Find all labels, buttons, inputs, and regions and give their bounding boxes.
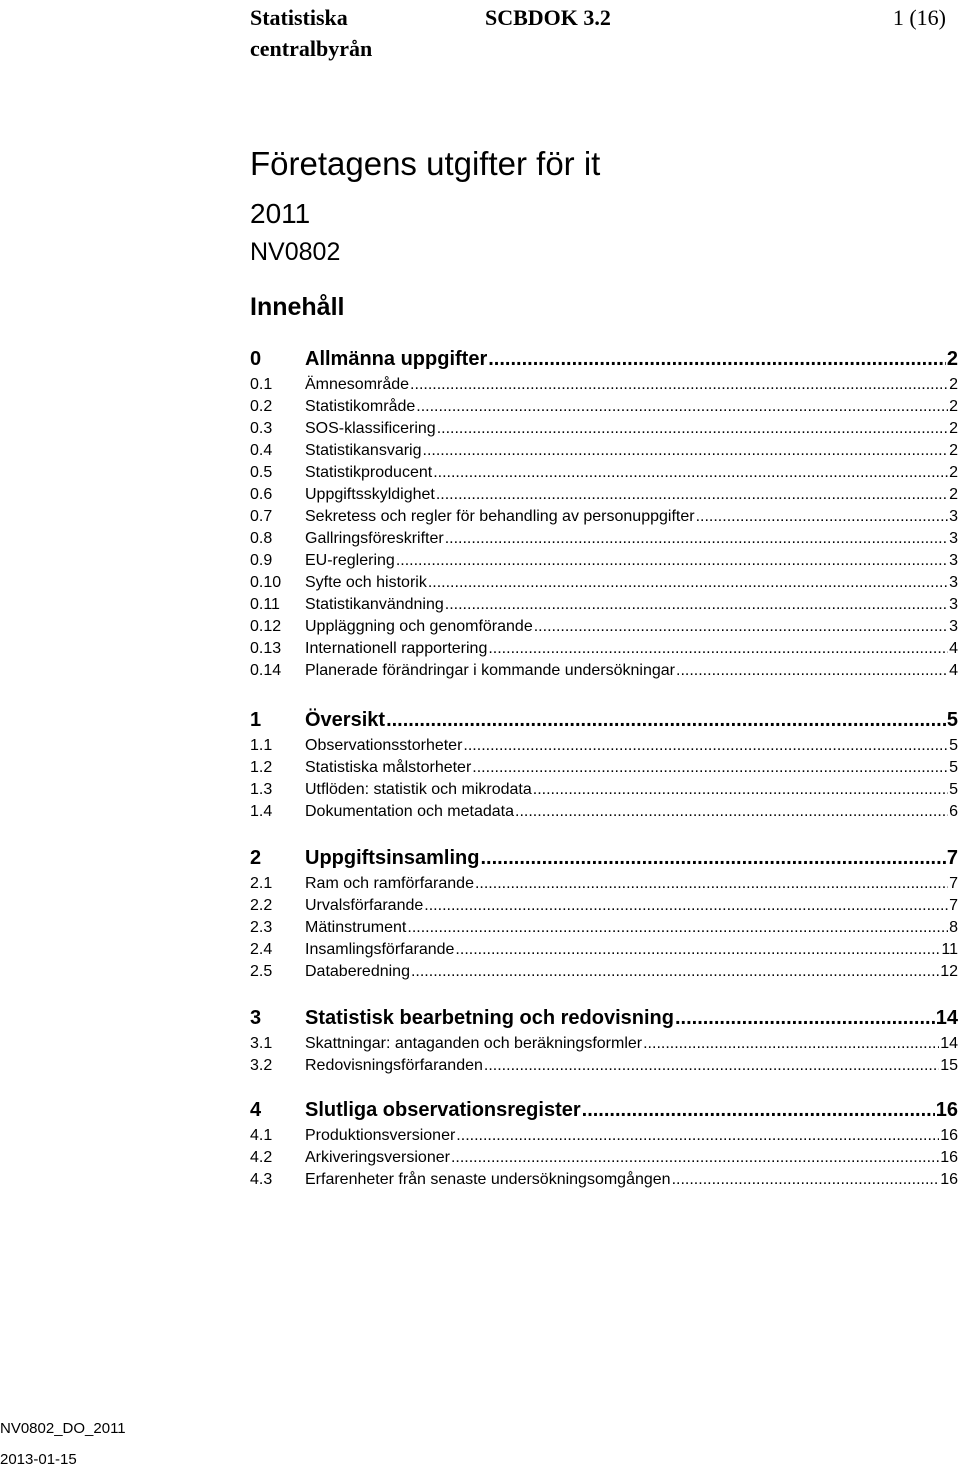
toc-page: 5 [949, 737, 958, 754]
toc-sub-entry[interactable] [250, 418, 958, 440]
toc-main-entry[interactable] [250, 843, 958, 873]
toc-number: 0.2 [250, 398, 273, 415]
toc-number: 0.5 [250, 464, 273, 481]
toc-page: 14 [935, 1007, 958, 1029]
toc-number: 4.1 [250, 1127, 273, 1144]
toc-leader-dots [582, 1095, 935, 1125]
toc-leader-dots [445, 594, 948, 616]
toc-number: 0.1 [250, 376, 273, 393]
toc-section-0 [250, 344, 958, 682]
toc-title: Statistikproducent [305, 464, 433, 481]
toc-number: 0.10 [250, 574, 282, 591]
toc-page: 15 [940, 1057, 958, 1074]
toc-main-entry[interactable] [250, 1095, 958, 1125]
toc-page: 5 [949, 781, 958, 798]
toc-page: 2 [949, 464, 958, 481]
toc-leader-dots [424, 895, 948, 917]
toc-leader-dots [451, 1147, 939, 1169]
toc-main-entry[interactable] [250, 1003, 958, 1033]
toc-sub-entry[interactable] [250, 801, 958, 823]
toc-leader-dots [456, 1125, 939, 1147]
toc-number: 4.3 [250, 1171, 273, 1188]
toc-page: 8 [949, 919, 958, 936]
toc-number: 1.3 [250, 781, 273, 798]
toc-title: Internationell rapportering [305, 640, 488, 657]
toc-title: Mätinstrument [305, 919, 407, 936]
toc-leader-dots [428, 572, 948, 594]
toc-sub-entry[interactable] [250, 917, 958, 939]
toc-leader-dots [386, 705, 946, 735]
toc-number: 4.2 [250, 1149, 273, 1166]
header-document-id: SCBDOK 3.2 [485, 5, 611, 30]
toc-title: Syfte och historik [305, 574, 427, 591]
toc-page: 6 [949, 803, 958, 820]
toc-sub-entry[interactable] [250, 1169, 958, 1191]
toc-number: 0.4 [250, 442, 273, 459]
toc-leader-dots [463, 735, 948, 757]
toc-title: Gallringsföreskrifter [305, 530, 444, 547]
toc-number: 3 [250, 1007, 262, 1029]
toc-leader-dots [436, 484, 948, 506]
toc-page: 3 [949, 618, 958, 635]
toc-number: 2.4 [250, 941, 273, 958]
toc-title: Statistikansvarig [305, 442, 422, 459]
toc-sub-entry[interactable] [250, 1147, 958, 1169]
toc-title: Skattningar: antaganden och beräkningsformler [305, 1035, 643, 1052]
toc-sub-entry[interactable] [250, 638, 958, 660]
toc-leader-dots [423, 440, 949, 462]
footer-date: 2013-01-15 [0, 1451, 77, 1468]
toc-leader-dots [534, 616, 948, 638]
toc-leader-dots [672, 1169, 940, 1191]
toc-number: 1 [250, 709, 262, 731]
toc-page: 11 [941, 941, 958, 958]
toc-page: 4 [949, 662, 958, 679]
toc-title: Sekretess och regler för behandling av personuppgifter [305, 508, 695, 525]
toc-number: 0.9 [250, 552, 273, 569]
toc-title: Insamlingsförfarande [305, 941, 455, 958]
toc-sub-entry[interactable] [250, 484, 958, 506]
toc-number: 3.2 [250, 1057, 273, 1074]
toc-page: 2 [949, 376, 958, 393]
toc-sub-entry[interactable] [250, 440, 958, 462]
toc-number: 0.6 [250, 486, 273, 503]
toc-main-entry[interactable] [250, 705, 958, 735]
footer-document-code: NV0802_DO_2011 [0, 1420, 126, 1437]
toc-title: EU-reglering [305, 552, 395, 569]
toc-title: Uppgiftsinsamling [305, 847, 480, 869]
document-year: 2011 [250, 198, 311, 229]
toc-page: 4 [949, 640, 958, 657]
toc-number: 2.1 [250, 875, 273, 892]
toc-page: 7 [949, 875, 958, 892]
toc-section-3 [250, 1003, 958, 1077]
toc-sub-entry[interactable] [250, 528, 958, 550]
toc-sub-entry[interactable] [250, 374, 958, 396]
toc-title: Observationsstorheter [305, 737, 463, 754]
toc-number: 0.12 [250, 618, 282, 635]
toc-page: 5 [949, 759, 958, 776]
toc-number: 0.3 [250, 420, 273, 437]
toc-page: 2 [949, 398, 958, 415]
toc-leader-dots [455, 939, 940, 961]
toc-page: 3 [949, 508, 958, 525]
toc-number: 0.11 [250, 596, 280, 613]
toc-title: Redovisningsförfaranden [305, 1057, 483, 1074]
toc-title: Erfarenheter från senaste undersökningsomgången [305, 1171, 671, 1188]
toc-number: 2.5 [250, 963, 273, 980]
toc-page: 7 [946, 847, 958, 869]
document-title: Företagens utgifter för it [250, 145, 601, 182]
toc-leader-dots [696, 506, 949, 528]
toc-sub-entry[interactable] [250, 1033, 958, 1055]
toc-title: Statistikområde [305, 398, 416, 415]
toc-section-2 [250, 843, 958, 983]
toc-page: 3 [949, 530, 958, 547]
toc-leader-dots [433, 462, 948, 484]
toc-sub-entry[interactable] [250, 735, 958, 757]
toc-number: 0 [250, 348, 262, 370]
toc-number: 0.7 [250, 508, 273, 525]
toc-leader-dots [407, 917, 948, 939]
toc-leader-dots [416, 396, 948, 418]
toc-sub-entry[interactable] [250, 660, 958, 682]
toc-page: 16 [935, 1099, 958, 1121]
document-code: NV0802 [250, 238, 341, 266]
toc-page: 3 [949, 552, 958, 569]
toc-sub-entry[interactable] [250, 462, 958, 484]
toc-leader-dots [437, 418, 948, 440]
toc-leader-dots [445, 528, 948, 550]
toc-number: 1.2 [250, 759, 273, 776]
toc-number: 4 [250, 1099, 262, 1121]
toc-sub-entry[interactable] [250, 550, 958, 572]
toc-title: Allmänna uppgifter [305, 348, 488, 370]
toc-title: Översikt [305, 709, 386, 731]
toc-sub-entry[interactable] [250, 572, 958, 594]
toc-leader-dots [411, 961, 939, 983]
toc-title: Statistiska målstorheter [305, 759, 472, 776]
toc-number: 1.4 [250, 803, 273, 820]
toc-leader-dots [480, 843, 945, 873]
toc-section-4 [250, 1095, 958, 1191]
toc-sub-entry[interactable] [250, 506, 958, 528]
toc-leader-dots [396, 550, 948, 572]
toc-leader-dots [484, 1055, 939, 1077]
toc-number: 0.14 [250, 662, 282, 679]
toc-page: 7 [949, 897, 958, 914]
toc-page: 2 [949, 442, 958, 459]
toc-leader-dots [488, 638, 948, 660]
toc-title: Ram och ramförfarande [305, 875, 474, 892]
toc-title: Dokumentation och metadata [305, 803, 515, 820]
toc-sub-entry[interactable] [250, 961, 958, 983]
toc-title: Arkiveringsversioner [305, 1149, 450, 1166]
toc-title: Ämnesområde [305, 376, 410, 393]
toc-sub-entry[interactable] [250, 939, 958, 961]
toc-leader-dots [488, 344, 946, 374]
toc-sub-entry[interactable] [250, 779, 958, 801]
toc-main-entry[interactable] [250, 344, 958, 374]
toc-leader-dots [475, 873, 948, 895]
toc-title: SOS-klassificering [305, 420, 436, 437]
toc-number: 0.8 [250, 530, 273, 547]
toc-title: Slutliga observationsregister [305, 1099, 581, 1121]
toc-sub-entry[interactable] [250, 757, 958, 779]
toc-number: 2 [250, 847, 262, 869]
toc-number: 2.2 [250, 897, 273, 914]
toc-sub-entry[interactable] [250, 594, 958, 616]
toc-page: 2 [949, 420, 958, 437]
toc-sub-entry[interactable] [250, 396, 958, 418]
toc-title: Statistikanvändning [305, 596, 444, 613]
toc-sub-entry[interactable] [250, 616, 958, 638]
toc-number: 0.13 [250, 640, 282, 657]
toc-title: Utflöden: statistik och mikrodata [305, 781, 532, 798]
toc-section-1 [250, 705, 958, 823]
toc-sub-entry[interactable] [250, 873, 958, 895]
toc-title: Uppläggning och genomförande [305, 618, 533, 635]
toc-page: 3 [949, 596, 958, 613]
toc-title: Produktionsversioner [305, 1127, 456, 1144]
toc-page: 14 [940, 1035, 958, 1052]
toc-number: 2.3 [250, 919, 273, 936]
toc-title: Planerade förändringar i kommande undersökningar [305, 662, 675, 679]
toc-page: 16 [940, 1149, 958, 1166]
toc-page: 2 [946, 348, 958, 370]
toc-leader-dots [533, 779, 948, 801]
toc-page: 2 [949, 486, 958, 503]
toc-page: 16 [940, 1127, 958, 1144]
toc-sub-entry[interactable] [250, 1125, 958, 1147]
toc-number: 1.1 [250, 737, 273, 754]
toc-page: 5 [946, 709, 958, 731]
toc-leader-dots [675, 1003, 935, 1033]
toc-title: Databeredning [305, 963, 410, 980]
toc-heading: Innehåll [250, 293, 345, 321]
toc-title: Uppgiftsskyldighet [305, 486, 435, 503]
toc-sub-entry[interactable] [250, 895, 958, 917]
toc-page: 12 [940, 963, 958, 980]
toc-leader-dots [676, 660, 948, 682]
toc-page: 16 [940, 1171, 958, 1188]
toc-leader-dots [410, 374, 948, 396]
toc-leader-dots [472, 757, 948, 779]
header-page-number: 1 (16) [892, 5, 946, 30]
header-organization: Statistiska centralbyrån [250, 5, 373, 61]
toc-leader-dots [515, 801, 948, 823]
toc-leader-dots [643, 1033, 939, 1055]
toc-sub-entry[interactable] [250, 1055, 958, 1077]
toc-number: 3.1 [250, 1035, 273, 1052]
toc-page: 3 [949, 574, 958, 591]
toc-title: Statistisk bearbetning och redovisning [305, 1007, 674, 1029]
toc-title: Urvalsförfarande [305, 897, 424, 914]
